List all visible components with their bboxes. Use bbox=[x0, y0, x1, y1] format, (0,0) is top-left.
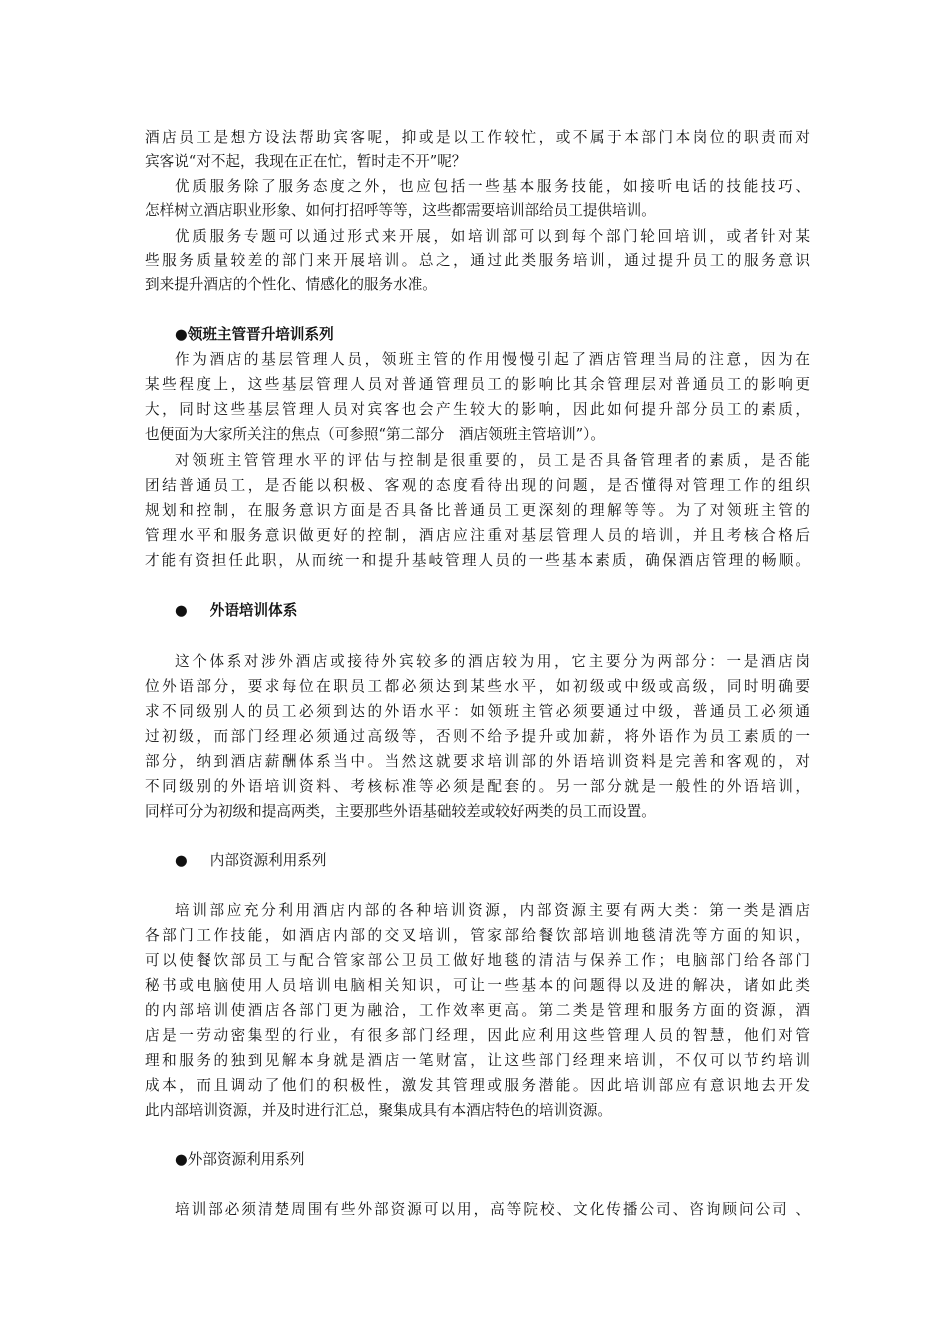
bullet-icon: ● bbox=[175, 602, 188, 619]
paragraph-line: 可以使餐饮部员工与配合管家部公卫员工做好地毯的清洁与保养工作；电脑部门给各部门 bbox=[145, 952, 810, 969]
paragraph-line: 宾客说“对不起，我现在正在忙，暂时走不开”呢？ bbox=[145, 153, 467, 170]
paragraph-line: 部分，纳到酒店薪酬体系当中。当然这就要求培训部的外语培训资料是完善和客观的，对 bbox=[145, 753, 810, 770]
paragraph-line: 求不同级别人的员工必须到达的外语水平：如领班主管必须要通过中级，普通员工必须通 bbox=[145, 703, 810, 720]
paragraph-line: 理和服务的独到见解本身就是酒店一笔财富，让这些部门经理来培训，不仅可以节约培训 bbox=[145, 1052, 810, 1069]
paragraph-line: 店是一劳动密集型的行业，有很多部门经理，因此应利用这些管理人员的智慧，他们对管 bbox=[145, 1027, 810, 1044]
paragraph-line: 培训部必须清楚周围有些外部资源可以用，高等院校、文化传播公司、咨询顾问公司 、 bbox=[175, 1201, 810, 1218]
paragraph-line: 此内部培训资源，并及时进行汇总，聚集成具有本酒店特色的培训资源。 bbox=[145, 1102, 613, 1119]
paragraph-line: 作为酒店的基层管理人员，领班主管的作用慢慢引起了酒店管理当局的注意，因为在 bbox=[175, 351, 810, 368]
paragraph-line: 怎样树立酒店职业形象、如何打招呼等等，这些都需要培训部给员工提供培训。 bbox=[145, 202, 656, 219]
heading-text: 外部资源利用系列 bbox=[187, 1151, 305, 1168]
paragraph-line: 的内部培训使酒店各部门更为融洽，工作效率更高。第二类是管理和服务方面的资源，酒 bbox=[145, 1002, 810, 1019]
paragraph-line: 优质服务专题可以通过形式来开展，如培训部可以到每个部门轮回培训，或者针对某 bbox=[175, 228, 810, 245]
paragraph-line: 到来提升酒店的个性化、情感化的服务水准。 bbox=[145, 276, 437, 293]
bullet-icon: ● bbox=[175, 1151, 188, 1168]
paragraph-line: 些服务质量较差的部门来开展培训。总之，通过此类服务培训，通过提升员工的服务意识 bbox=[145, 252, 810, 269]
paragraph-line: 管理水平和服务意识做更好的控制，酒店应注重对基层管理人员的培训，并且考核合格后 bbox=[145, 527, 810, 544]
paragraph-line: 这个体系对涉外酒店或接待外宾较多的酒店较为用，它主要分为两部分：一是酒店岗 bbox=[175, 653, 810, 670]
paragraph-line: 酒店员工是想方设法帮助宾客呢，抑或是以工作较忙，或不属于本部门本岗位的职责而对 bbox=[145, 129, 810, 146]
section-heading bbox=[175, 599, 297, 623]
paragraph-line: 优质服务除了服务态度之外，也应包括一些基本服务技能，如接听电话的技能技巧、 bbox=[175, 178, 810, 195]
paragraph-line: 成本，而且调动了他们的积极性，激发其管理或服务潜能。因此培训部应有意识地去开发 bbox=[145, 1077, 810, 1094]
section-heading bbox=[175, 1148, 305, 1172]
paragraph-line: 过初级，而部门经理必须通过高级等，否则不给予提升或加薪，将外语作为员工素质的一 bbox=[145, 728, 810, 745]
paragraph-line: 才能有资担任此职，从而统一和提升基岐管理人员的一些基本素质，确保酒店管理的畅顺。 bbox=[145, 552, 810, 569]
paragraph-line: 也便面为大家所关注的焦点（可参照“第二部分 酒店领班主管培训”）。 bbox=[145, 426, 606, 443]
paragraph-line: 大，同时这些基层管理人员对宾客也会产生较大的影响，因此如何提升部分员工的素质， bbox=[145, 401, 810, 418]
section-heading bbox=[175, 323, 334, 347]
bullet-icon: ● bbox=[175, 326, 188, 343]
paragraph-line: 某些程度上，这些基层管理人员对普通管理员工的影响比其余管理层对普通员工的影响更 bbox=[145, 376, 810, 393]
heading-text: 领班主管晋升培训系列 bbox=[187, 326, 334, 343]
paragraph-line: 位外语部分，要求每位在职员工都必须达到某些水平，如初级或中级或高级，同时明确要 bbox=[145, 678, 810, 695]
heading-text: 外语培训体系 bbox=[209, 602, 298, 619]
paragraph-line: 培训部应充分利用酒店内部的各种培训资源，内部资源主要有两大类：第一类是酒店 bbox=[175, 902, 810, 919]
paragraph-line: 对领班主管管理水平的评估与控制是很重要的，员工是否具备管理者的素质，是否能 bbox=[175, 452, 810, 469]
heading-text: 内部资源利用系列 bbox=[209, 852, 327, 869]
paragraph-line: 不同级别的外语培训资料、考核标准等必须是配套的。另一部分就是一般性的外语培训， bbox=[145, 778, 810, 795]
paragraph-line: 同样可分为初级和提高两类，主要那些外语基础较差或较好两类的员工而设置。 bbox=[145, 803, 656, 820]
paragraph-line: 秘书或电脑使用人员培训电脑相关知识，可让一些基本的问题得以及进的解决，诸如此类 bbox=[145, 977, 810, 994]
bullet-icon: ● bbox=[175, 852, 188, 869]
paragraph-line: 规划和控制，在服务意识方面是否具备比普通员工更深刻的理解等等。为了对领班主管的 bbox=[145, 502, 810, 519]
paragraph-line: 各部门工作技能，如酒店内部的交叉培训，管家部给餐饮部培训地毯清洗等方面的知识， bbox=[145, 927, 810, 944]
paragraph-line: 团结普通员工，是否能以积极、客观的态度看待出现的问题，是否懂得对管理工作的组织 bbox=[145, 477, 810, 494]
section-heading bbox=[175, 849, 327, 873]
